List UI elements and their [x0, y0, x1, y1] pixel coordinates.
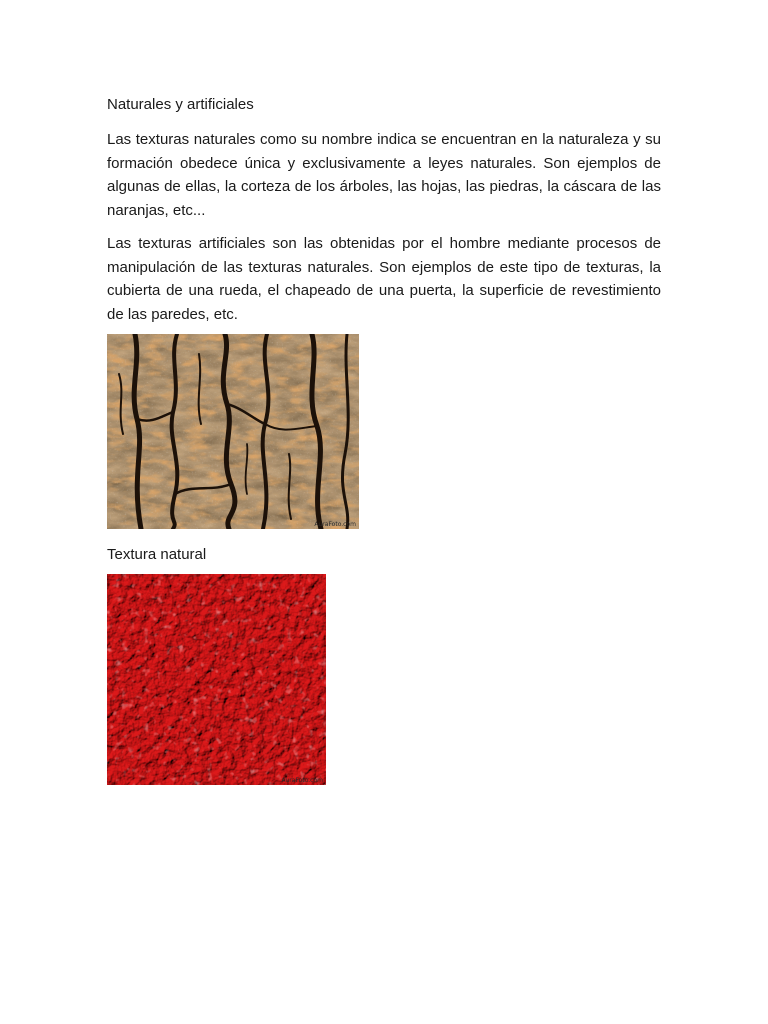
section-heading: Naturales y artificiales — [107, 96, 254, 113]
caption-natural-texture: Textura natural — [107, 546, 207, 563]
bark-watermark: AuraFoto.com — [314, 521, 356, 528]
bark-texture-image — [107, 334, 359, 529]
paragraph-artificial-textures: Las texturas artificiales son las obtenidas por el hombre mediante procesos de manipulación de las texturas naturales. Son ejemplos de este tipo de texturas, la cubierta de una rueda, el chapeado de una puerta, la superficie de revestimiento de las paredes, etc. — [107, 235, 661, 323]
red-watermark: AuraFoto.com — [281, 777, 323, 784]
paragraph-natural-textures: Las texturas naturales como su nombre indica se encuentran en la naturaleza y su formación obedece única y exclusivamente a leyes naturales. Son ejemplos de algunas de ellas, la corteza de los árboles, las hojas, las piedras, la cáscara de las naranjas, etc... — [107, 131, 661, 219]
red-texture-image — [107, 574, 326, 785]
